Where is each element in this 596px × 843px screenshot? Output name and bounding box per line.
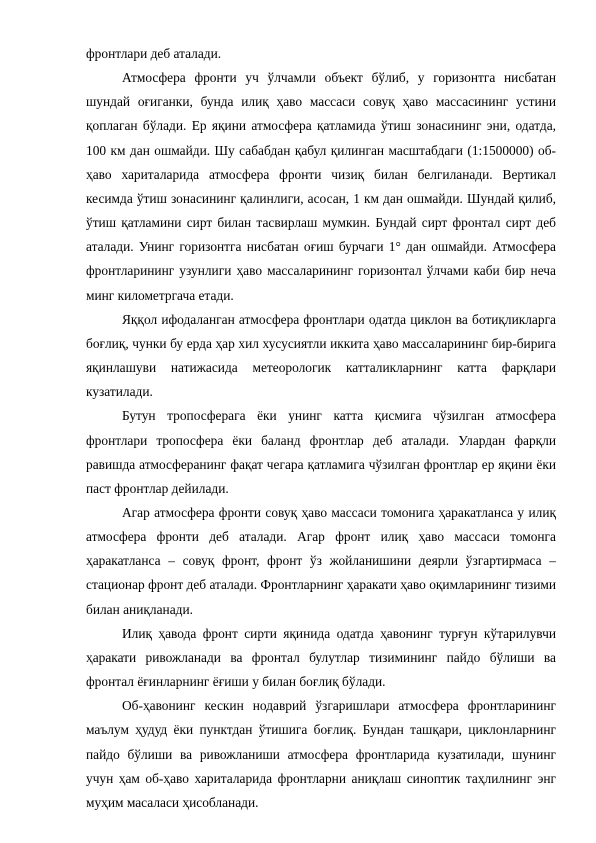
- paragraph-tropospheric-fronts: Бутун тропосферага ёки унинг катта қисмига чўзилган атмосфера фронтлари тропосфера ёки баланд фронтлар деб аталади. Улардан фарқли равишда атмосферанинг фақат чегара қатламига чўзилган фронтлар ер яқини ёки паст фронтлар дейилади.: [86, 408, 556, 496]
- paragraph-front-types: Агар атмосфера фронти совуқ ҳаво массаси томонига ҳаракатланса у илиқ атмосфера фронти деб аталади. Агар фронт илиқ ҳаво массаси томонга ҳаракатланса – совуқ фронт, фронт ўз жойланишини деярли ўзгартирмаса – стационар фронт деб аталади. Фронтларнинг ҳаракати ҳаво оқимларининг тизими билан аниқланади.: [86, 504, 556, 617]
- paragraph-warm-front-motion: Илиқ ҳавода фронт сирти яқинида одатда ҳавонинг турғун кўтарилувчи ҳаракати ривожланади ва фронтал булутлар тизимининг пайдо бўлиши ва фронтал ёғинларнинг ёғиши у билан боғлиқ бўлади.: [86, 625, 556, 690]
- paragraph-front-structure: Атмосфера фронти уч ўлчамли объект бўлиб, у горизонтга нисбатан шундай оғиганки, бунда илиқ ҳаво массаси совуқ ҳаво массасининг устини қоплаган бўлади. Ер яқини атмосфера қатламида ўтиш зонасининг эни, одатда, 100 км дан ошмайди. Шу сабабдан қабул қилинган масштабдаги (1:1500000) об-ҳаво хариталарида атмосфера фронти чизиқ билан белгиланади. Вертикал кесимда ўтиш зонасининг қалинлиги, асосан, 1 км дан ошмайди. Шундай қилиб, ўтиш қатламини сирт билан тасвирлаш мумкин. Бундай сирт фронтал сирт деб аталади. Унинг горизонтга нисбатан оғиш бурчаги 1° дан ошмайди. Атмосфера фронтларининг узунлиги ҳаво массаларининг горизонтал ўлчами каби бир неча минг километргача етади.: [86, 70, 556, 303]
- document-page: [86, 42, 556, 815]
- paragraph-weather-changes: Об-ҳавонинг кескин нодаврий ўзгаришлари атмосфера фронтларининг маълум ҳудуд ёки пунктдан ўтишига боғлиқ. Бундан ташқари, циклонларнинг пайдо бўлиши ва ривожланиши атмосфера фронтларида кузатилади, шунинг учун ҳам об-ҳаво хариталарида фронтларни аниқлаш синоптик таҳлилнинг энг муҳим масаласи ҳисобланади.: [86, 698, 556, 810]
- paragraph-cyclone-relation: Яққол ифодаланган атмосфера фронтлари одатда циклон ва ботиқликларга боғлиқ, чунки бу ерда ҳар хил хусусиятли иккита ҳаво массаларининг бир-бирига яқинлашуви натижасида метеорологик катталикларнинг катта фарқлари кузатилади.: [86, 311, 556, 400]
- paragraph-continuation: фронтлари деб аталади.: [86, 46, 222, 61]
